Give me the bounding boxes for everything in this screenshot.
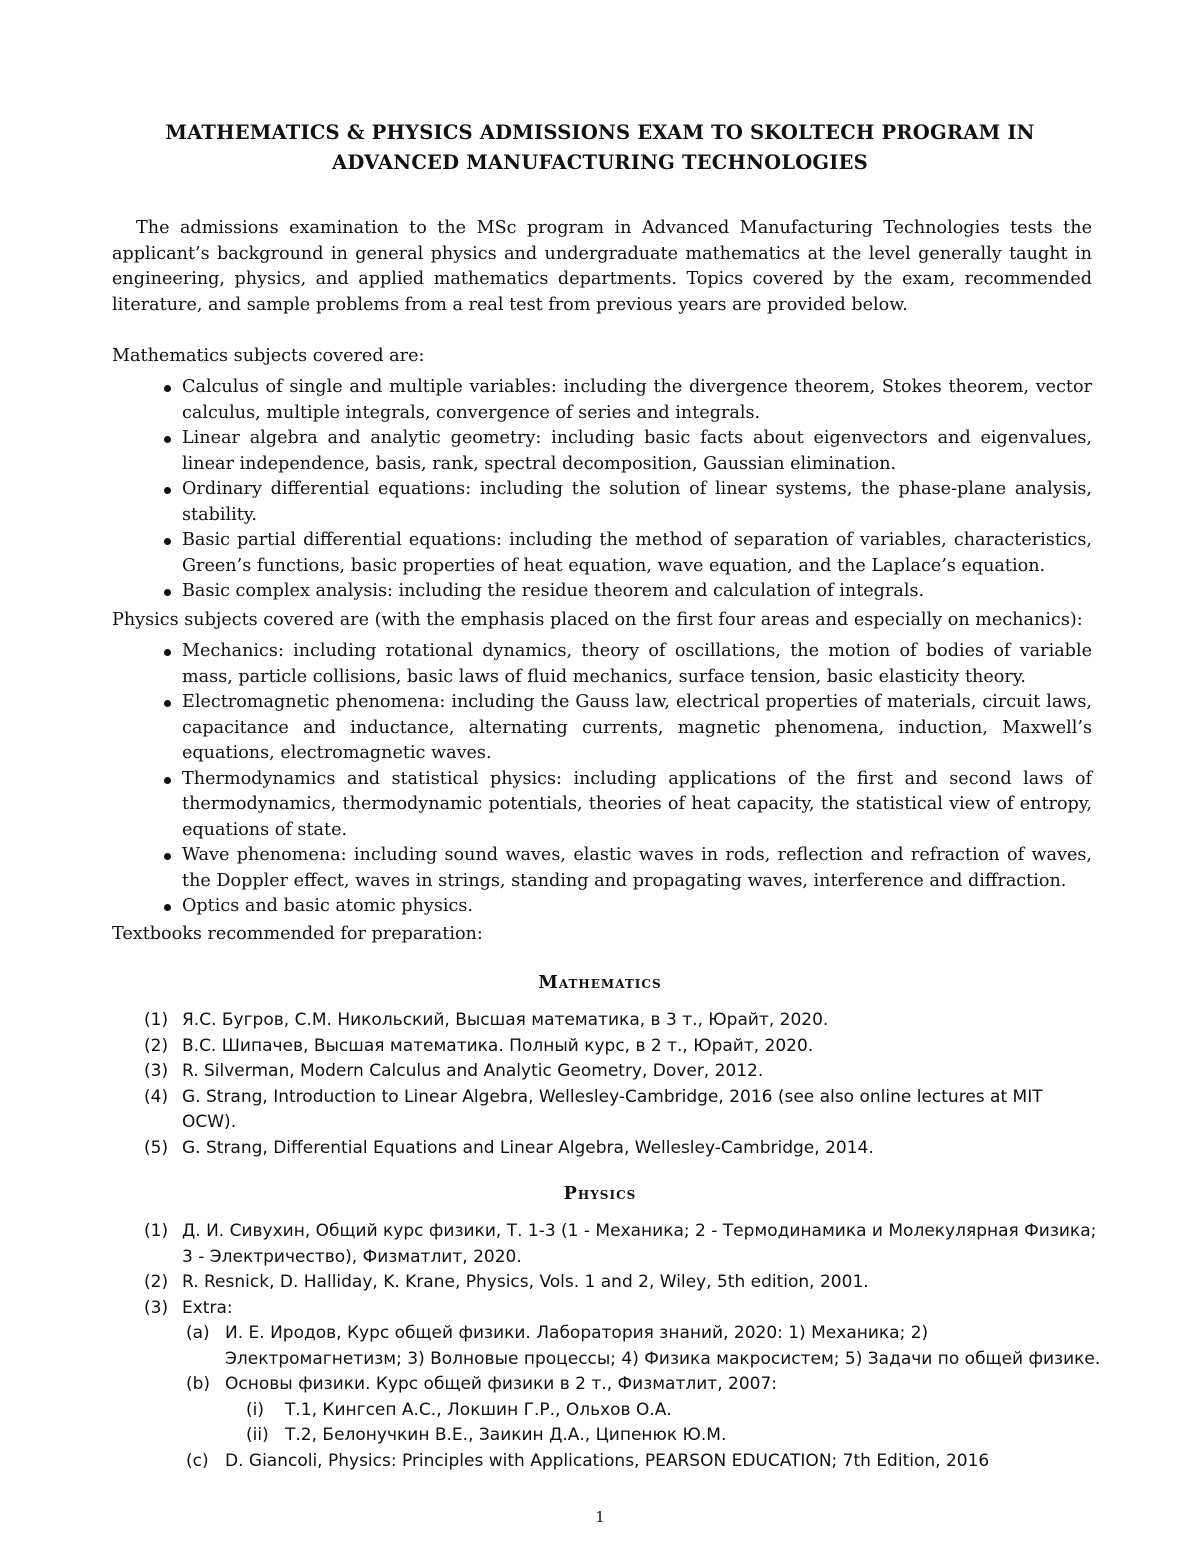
list-item: (ii) Т.2, Белонучкин В.Е., Заикин Д.А., Ципенюк Ю.М.: [246, 1425, 727, 1445]
bullet-icon: [164, 487, 171, 494]
bullet-icon: [164, 538, 171, 545]
title-line-1: MATHEMATICS & PHYSICS ADMISSIONS EXAM TO SKOLTECH PROGRAM IN: [165, 121, 1035, 144]
math-books-heading: Mathematics: [538, 972, 662, 993]
list-item: (c) D. Giancoli, Physics: Principles with Applications, PEARSON EDUCATION; 7th Edition, 2016: [186, 1450, 990, 1471]
list-item: Linear algebra and analytic geometry: including basic facts about eigenvectors and eigenvalues, linear independence, basis, rank, spectral decomposition, Gaussian elimination.: [182, 426, 1092, 477]
math-subjects-heading: Mathematics subjects covered are:: [112, 346, 425, 366]
list-item: Optics and basic atomic physics.: [182, 894, 1092, 920]
list-item: (2) В.С. Шипачев, Высшая математика. Полный курс, в 2 т., Юрайт, 2020.: [144, 1035, 814, 1056]
bullet-icon: [164, 777, 171, 784]
list-item: Wave phenomena: including sound waves, elastic waves in rods, reflection and refraction of waves, the Doppler effect, waves in strings, standing and propagating waves, interference and diffraction.: [182, 843, 1092, 894]
list-item: Thermodynamics and statistical physics: including applications of the first and second laws of thermodynamics, thermodynamic potentials, theories of heat capacity, the statistical view of entropy, equations of state.: [182, 767, 1092, 844]
list-item: (5) G. Strang, Differential Equations and Linear Algebra, Wellesley-Cambridge, 2014.: [144, 1137, 874, 1158]
bullet-icon: [164, 700, 171, 707]
list-item: (3) R. Silverman, Modern Calculus and Analytic Geometry, Dover, 2012.: [144, 1061, 764, 1081]
list-item: (1) Я.С. Бугров, С.М. Никольский, Высшая математика, в 3 т., Юрайт, 2020.: [144, 1010, 829, 1030]
list-item: Ordinary differential equations: including the solution of linear systems, the phase-plane analysis, stability.: [182, 477, 1092, 528]
list-item: Basic complex analysis: including the residue theorem and calculation of integrals.: [182, 579, 1092, 605]
bullet-icon: [164, 904, 171, 911]
list-item: (2) R. Resnick, D. Halliday, K. Krane, Physics, Vols. 1 and 2, Wiley, 5th edition, 2001.: [144, 1272, 869, 1292]
physics-subjects-list: [182, 639, 1092, 920]
list-item: Mechanics: including rotational dynamics, theory of oscillations, the motion of bodies of variable mass, particle collisions, basic laws of fluid mechanics, surface tension, basic elasticity theory.: [182, 639, 1092, 690]
bullet-icon: [164, 385, 171, 392]
document-title: [100, 118, 1100, 178]
list-item: (i) Т.1, Кингсеп А.С., Локшин Г.Р., Ольхов О.А.: [246, 1399, 672, 1420]
list-item: (3) Extra:: [144, 1297, 233, 1318]
list-item: (4) G. Strang, Introduction to Linear Algebra, Wellesley-Cambridge, 2016 (see also online lectures at MIT OCW).: [144, 1086, 1043, 1132]
bullet-icon: [164, 589, 171, 596]
math-subjects-list: [182, 375, 1092, 605]
list-item: Electromagnetic phenomena: including the Gauss law, electrical properties of materials, circuit laws, capacitance and inductance, alternating currents, magnetic phenomena, induction, Maxwell’s equations, electromagnetic waves.: [182, 690, 1092, 767]
physics-books-list: [144, 1219, 1102, 1474]
list-item: Basic partial differential equations: including the method of separation of variables, characteristics, Green’s functions, basic properties of heat equation, wave equation, and the Laplace’s equation.: [182, 528, 1092, 579]
intro-paragraph: The admissions examination to the MSc program in Advanced Manufacturing Technologies tests the applicant’s background in general physics and undergraduate mathematics at the level generally taught in engineering, physics, and applied mathematics departments. Topics covered by the exam, recommended literature, and sample problems from a real test from previous years are provided below.: [112, 218, 1092, 315]
list-item: (a) И. Е. Иродов, Курс общей физики. Лаборатория знаний, 2020: 1) Механика; 2) Электромагнетизм; 3) Волновые процессы; 4) Физика макросистем; 5) Задачи по общей физике.: [186, 1323, 1101, 1369]
bullet-icon: [164, 853, 171, 860]
page-number: 1: [595, 1508, 605, 1526]
physics-subjects-heading: Physics subjects covered are (with the emphasis placed on the first four areas and especially on mechanics):: [112, 610, 1083, 630]
list-item: (b) Основы физики. Курс общей физики в 2 т., Физматлит, 2007:: [186, 1374, 777, 1394]
list-item: (1) Д. И. Сивухин, Общий курс физики, Т. 1-3 (1 - Механика; 2 - Термодинамика и Молекулярная Физика; 3 - Электричество), Физматлит, 2020.: [144, 1221, 1097, 1267]
bullet-icon: [164, 436, 171, 443]
bullet-icon: [164, 649, 171, 656]
title-line-2: ADVANCED MANUFACTURING TECHNOLOGIES: [332, 151, 868, 174]
textbooks-heading: Textbooks recommended for preparation:: [112, 924, 483, 944]
list-item: Calculus of single and multiple variables: including the divergence theorem, Stokes theorem, vector calculus, multiple integrals, convergence of series and integrals.: [182, 375, 1092, 426]
physics-books-heading: Physics: [563, 1183, 637, 1204]
math-books-list: [144, 1008, 1102, 1161]
